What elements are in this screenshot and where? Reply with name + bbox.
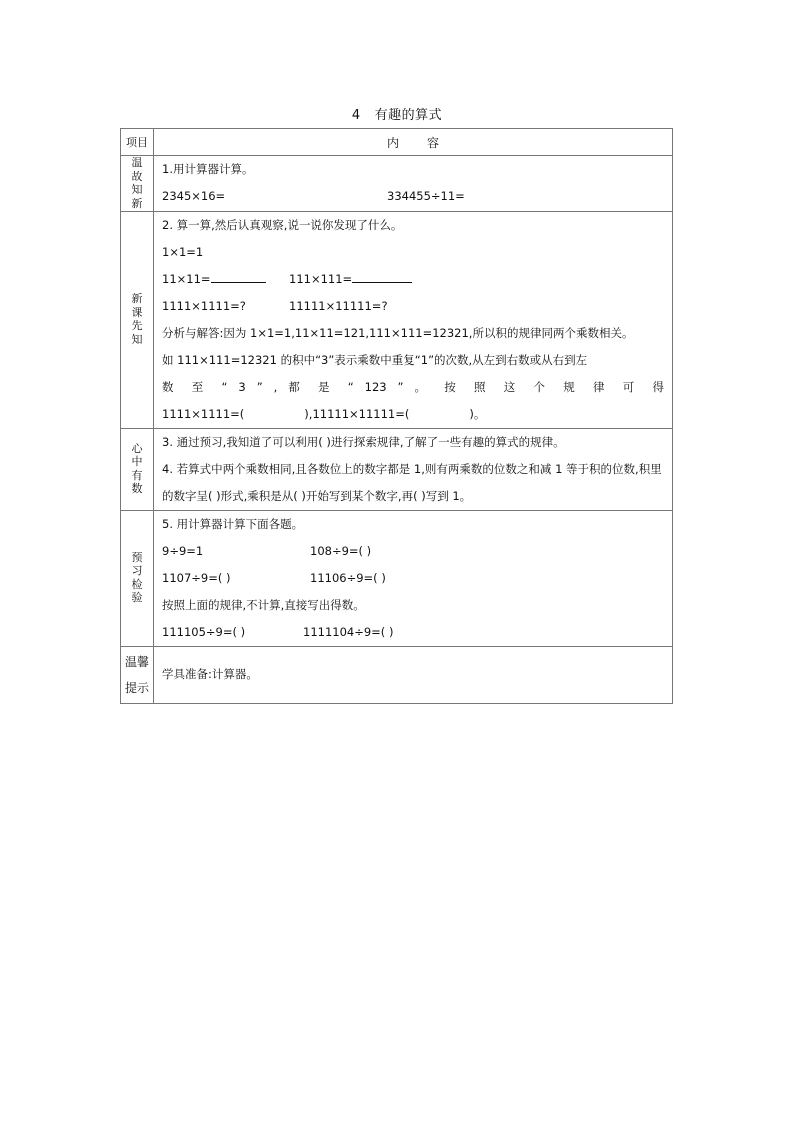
section-check (121, 510, 673, 646)
q5-expr-3b: 1111104÷9=( ) (303, 624, 394, 639)
analysis-line-3: 数 至 “ 3 ” , 都 是 “ 123 ” 。 按 照 这 个 规 律 可 得 (162, 379, 664, 394)
q5-expr-1b: 108÷9=( ) (310, 543, 372, 558)
q2-line-3 (162, 266, 664, 293)
answer-blank[interactable] (211, 268, 266, 283)
header-content: 内容 (154, 129, 673, 156)
section-summary-label: 心中有数 (121, 428, 154, 510)
page-title (0, 104, 794, 123)
header-row (121, 129, 673, 156)
question-5: 5. 用计算器计算下面各题。 (162, 516, 304, 531)
section-review-content (154, 156, 673, 212)
expr-11111x11111: 11111×11111=? (289, 298, 388, 313)
q5-expr-2b: 11106÷9=( ) (310, 570, 386, 585)
section-summary-content (154, 428, 673, 510)
q5-expr-2a: 1107÷9=( ) (162, 570, 231, 585)
section-check-label: 预习检验 (121, 510, 154, 646)
header-project: 项目 (121, 129, 154, 156)
expr-a: 2345×16= (162, 189, 226, 203)
expr-111x111-wrap (289, 266, 412, 293)
q5-row-1 (162, 538, 664, 565)
question-1-exprs (162, 183, 664, 210)
answer-prefix: 1111×1111=( (162, 406, 245, 421)
section-review (121, 156, 673, 212)
section-review-label: 温故知新 (121, 156, 154, 212)
section-tips-content (154, 646, 673, 703)
analysis-line-2: 如 111×111=12321 的积中“3”表示乘数中重复“1”的次数,从左到右数或从右到左 (162, 352, 588, 367)
lesson-number: 4 (351, 108, 361, 123)
section-preview-label: 新课先知 (121, 211, 154, 428)
answer-mid: ),11111×11111=( (304, 406, 410, 421)
q2-line-2: 1×1=1 (162, 244, 204, 259)
q5-row-3 (162, 619, 664, 646)
question-3: 3. 通过预习,我知道了可以利用( )进行探索规律,了解了一些有趣的算式的规律。 (162, 434, 565, 449)
analysis-line-1: 分析与解答:因为 1×1=1,11×11=121,111×111=12321,所以积的规律同两个乘数相关。 (162, 325, 634, 340)
answer-blank[interactable] (352, 268, 412, 283)
section-check-content (154, 510, 673, 646)
q2-line-4 (162, 293, 664, 320)
q5-expr-3a: 111105÷9=( ) (162, 624, 246, 639)
q5-expr-1a: 9÷9=1 (162, 543, 204, 558)
expr-111x111: 111×111= (289, 271, 353, 286)
section-tips (121, 646, 673, 703)
q5-row-2 (162, 565, 664, 592)
question-1: 1.用计算器计算。 (162, 162, 254, 176)
expr-b: 334455÷11= (387, 189, 465, 203)
section-tips-label: 温馨 提示 (121, 646, 154, 703)
answer-suffix: )。 (469, 406, 486, 421)
question-4: 4. 若算式中两个乘数相同,且各数位上的数字都是 1,则有两乘数的位数之和减 1 等于积的位数,积里的数字呈( )形式,乘积是从( )开始写到某个数字,再( )写到 1。 (162, 461, 662, 503)
worksheet-table (120, 128, 673, 704)
tips-text: 学具准备:计算器。 (162, 667, 258, 681)
q5-instruction: 按照上面的规律,不计算,直接写出得数。 (162, 597, 365, 612)
section-preview (121, 211, 673, 428)
lesson-title: 有趣的算式 (374, 108, 443, 123)
section-preview-content (154, 211, 673, 428)
analysis-line-4 (162, 401, 664, 428)
section-summary (121, 428, 673, 510)
expr-1111x1111: 1111×1111=? (162, 298, 246, 313)
expr-11x11: 11×11= (162, 271, 211, 286)
question-2: 2. 算一算,然后认真观察,说一说你发现了什么。 (162, 217, 403, 232)
